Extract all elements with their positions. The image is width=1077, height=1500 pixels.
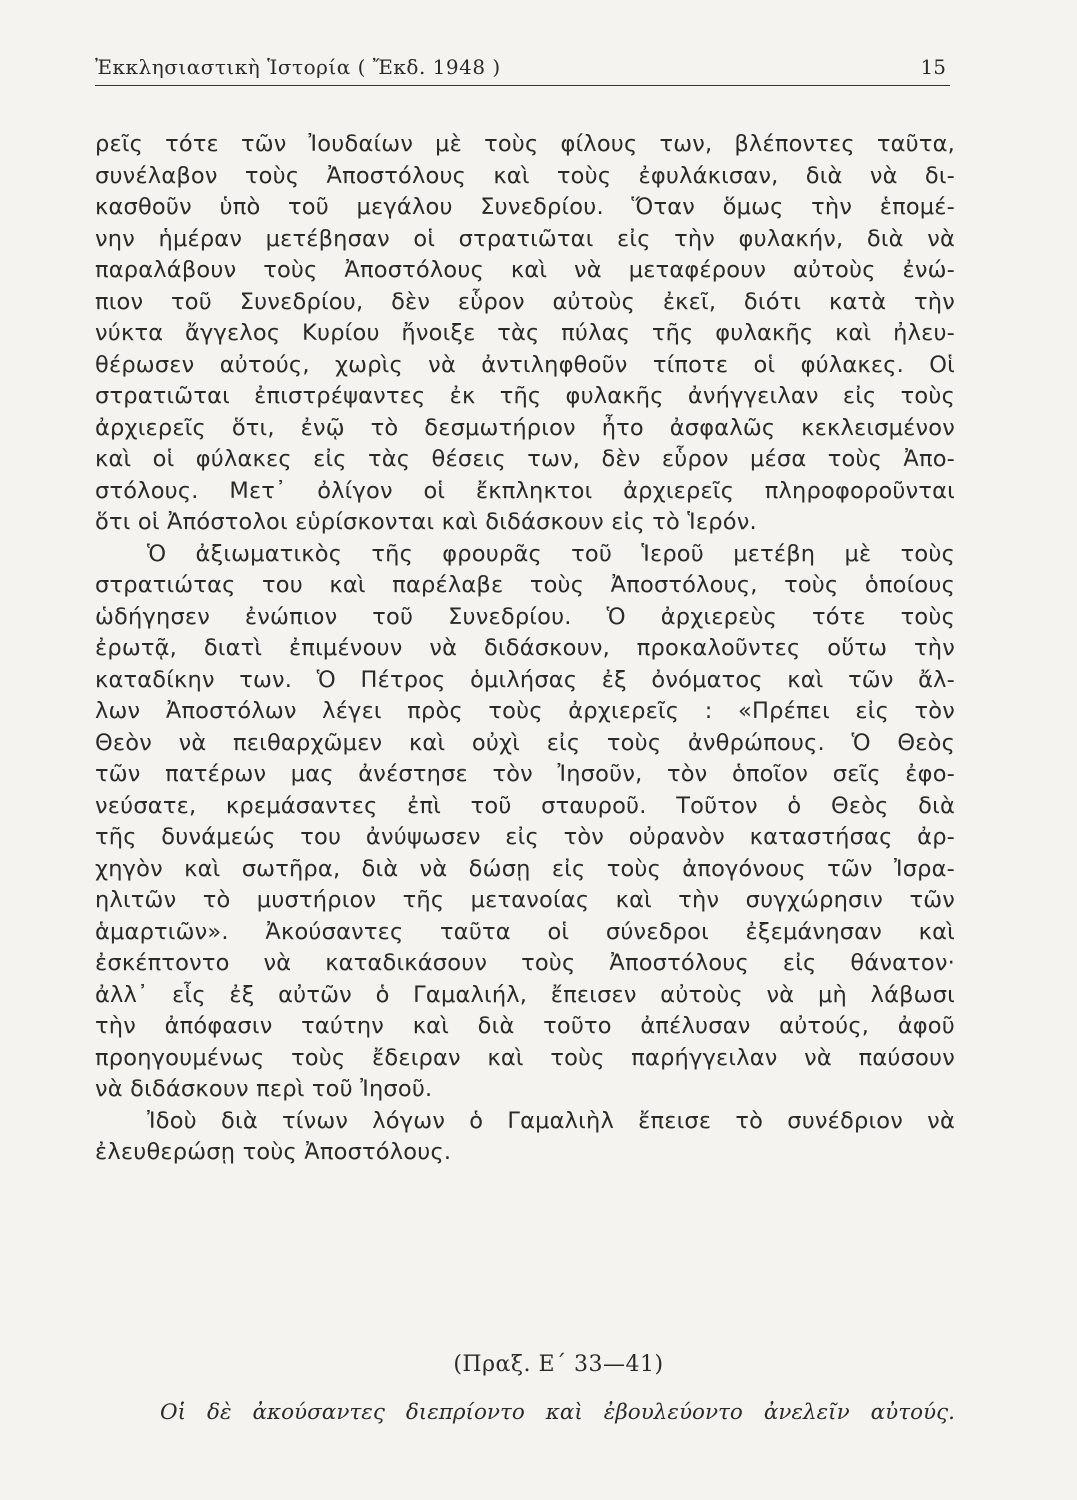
- text-line: νην ἡμέραν μετέβησαν οἱ στρατιῶται εἰς τὴν φυλακήν, διὰ νὰ: [95, 225, 955, 252]
- text-line: ὅτι οἱ Ἀπόστολοι εὑρίσκονται καὶ διδάσκουν εἰς τὸ Ἱερόν.: [95, 509, 757, 535]
- text-line: νὰ διδάσκουν περὶ τοῦ Ἰησοῦ.: [95, 1076, 433, 1102]
- text-line: συνέλαβον τοὺς Ἀποστόλους καὶ τοὺς ἐφυλάκισαν, διὰ νὰ δι-: [95, 162, 955, 189]
- text-line: κασθοῦν ὑπὸ τοῦ μεγάλου Συνεδρίου. Ὅταν ὅμως τὴν ἑπομέ-: [95, 194, 955, 220]
- text-line: καὶ οἱ φύλακες εἰς τὰς θέσεις των, δὲν εὗρον μέσα τοὺς Ἀπο-: [95, 446, 955, 472]
- text-line: τὴν ἀπόφασιν ταύτην καὶ διὰ τοῦτο ἀπέλυσαν αὐτούς, ἀφοῦ: [95, 1013, 955, 1039]
- text-line: ρεῖς τότε τῶν Ἰουδαίων μὲ τοὺς φίλους των, βλέποντες ταῦτα,: [95, 131, 955, 157]
- paragraph: [95, 539, 955, 1106]
- header-title: Ἐκκλησιαστικὴ Ἱστορία ( Ἔκδ. 1948 ): [95, 55, 501, 79]
- text-line: στόλους. Μετ᾽ ὀλίγον οἱ ἔκπληκτοι ἀρχιερεῖς πληροφοροῦνται: [95, 477, 955, 504]
- text-line: τῶν πατέρων μας ἀνέστησε τὸν Ἰησοῦν, τὸν ὁποῖον σεῖς ἐφο-: [95, 761, 955, 787]
- paragraph: [95, 1106, 955, 1169]
- scripture-reference: (Πραξ. Ε΄ 33—41): [453, 1352, 664, 1377]
- text-line: νύκτα ἄγγελος Κυρίου ἤνοιξε τὰς πύλας τῆς φυλακῆς καὶ ἠλευ-: [95, 320, 955, 346]
- text-line: ἐλευθερώσῃ τοὺς Ἀποστόλους.: [95, 1139, 452, 1165]
- text-line: Ἰδοὺ διὰ τίνων λόγων ὁ Γαμαλιὴλ ἔπεισε τὸ συνέδριον νὰ: [147, 1107, 955, 1134]
- text-line: λων Ἀποστόλων λέγει πρὸς τοὺς ἀρχιερεῖς : «Πρέπει εἰς τὸν: [95, 698, 955, 724]
- running-header: [95, 55, 950, 86]
- text-line: στρατιώτας του καὶ παρέλαβε τοὺς Ἀποστόλους, τοὺς ὁποίους: [95, 572, 955, 598]
- text-line: παραλάβουν τοὺς Ἀποστόλους καὶ νὰ μεταφέρουν αὐτοὺς ἐνώ-: [95, 257, 955, 283]
- text-line: στρατιῶται ἐπιστρέψαντες ἐκ τῆς φυλακῆς ἀνήγγειλαν εἰς τοὺς: [95, 383, 955, 409]
- paragraph: [95, 129, 955, 539]
- text-line: ἁμαρτιῶν». Ἀκούσαντες ταῦτα οἱ σύνεδροι ἐξεμάνησαν καὶ: [95, 918, 955, 945]
- text-line: Θεὸν νὰ πειθαρχῶμεν καὶ οὐχὶ εἰς τοὺς ἀνθρώπους. Ὁ Θεὸς: [95, 729, 955, 756]
- text-line: ἀλλ᾽ εἷς ἐξ αὐτῶν ὁ Γαμαλιήλ, ἔπεισεν αὐτοὺς νὰ μὴ λάβωσι: [95, 981, 955, 1008]
- text-line: ἐσκέπτοντο νὰ καταδικάσουν τοὺς Ἀποστόλους εἰς θάνατον·: [95, 950, 955, 976]
- text-line: ηλιτῶν τὸ μυστήριον τῆς μετανοίας καὶ τὴν συγχώρησιν τῶν: [95, 887, 955, 913]
- text-line: προηγουμένως τοὺς ἔδειραν καὶ τοὺς παρήγγειλαν νὰ παύσουν: [95, 1044, 955, 1071]
- body-text: [95, 129, 955, 1169]
- page-number: 15: [920, 55, 946, 79]
- text-line: τῆς δυνάμεώς του ἀνύψωσεν εἰς τὸν οὐρανὸν καταστήσας ἀρ-: [95, 824, 955, 850]
- text-line: νεύσατε, κρεμάσαντες ἐπὶ τοῦ σταυροῦ. Τοῦτον ὁ Θεὸς διὰ: [95, 792, 955, 819]
- text-line: ὡδήγησεν ἐνώπιον τοῦ Συνεδρίου. Ὁ ἀρχιερεὺς τότε τοὺς: [95, 603, 955, 630]
- scripture-quote: Οἱ δὲ ἀκούσαντες διεπρίοντο καὶ ἐβουλεύοντο ἀνελεῖν αὐτούς.: [160, 1400, 955, 1425]
- text-line: θέρωσεν αὐτούς, χωρὶς νὰ ἀντιληφθοῦν τίποτε οἱ φύλακες. Οἱ: [95, 351, 955, 378]
- text-line: πιον τοῦ Συνεδρίου, δὲν εὗρον αὐτοὺς ἐκεῖ, διότι κατὰ τὴν: [95, 288, 955, 315]
- text-line: Ὁ ἀξιωματικὸς τῆς φρουρᾶς τοῦ Ἱεροῦ μετέβη μὲ τοὺς: [147, 540, 955, 567]
- text-line: ἀρχιερεῖς ὅτι, ἐνῷ τὸ δεσμωτήριον ἦτο ἀσφαλῶς κεκλεισμένον: [95, 414, 955, 441]
- text-line: χηγὸν καὶ σωτῆρα, διὰ νὰ δώσῃ εἰς τοὺς ἀπογόνους τῶν Ἰσρα-: [95, 855, 955, 882]
- text-line: καταδίκην των. Ὁ Πέτρος ὁμιλήσας ἐξ ὀνόματος καὶ τῶν ἄλ-: [95, 666, 955, 693]
- text-line: ἐρωτᾷ, διατὶ ἐπιμένουν νὰ διδάσκουν, προκαλοῦντες οὕτω τὴν: [95, 635, 955, 661]
